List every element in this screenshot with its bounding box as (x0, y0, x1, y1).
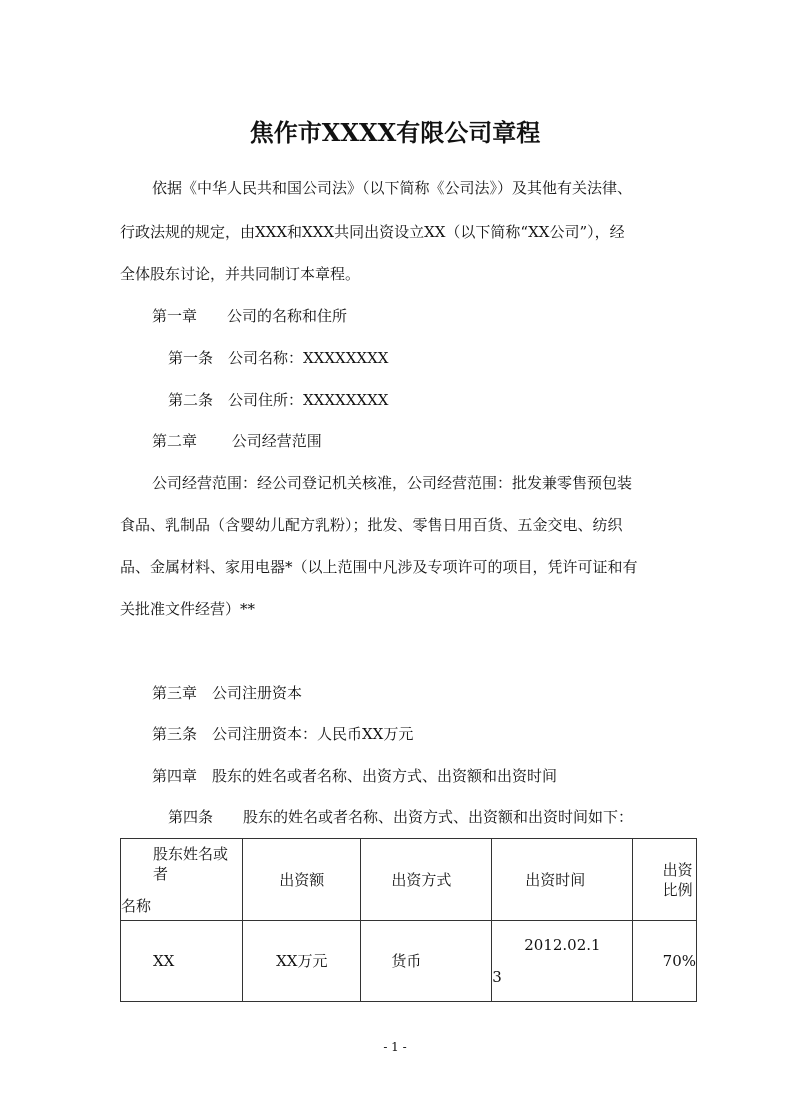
chapter-heading: 第一章 公司的名称和住所 (152, 307, 348, 325)
header-cell: 出资额 (243, 839, 361, 921)
table-header-row (121, 839, 697, 921)
chapter-heading: 第三章 公司注册资本 (152, 684, 303, 702)
table-cell: XX (121, 921, 243, 1002)
table-cell: 2012.02.1 (524, 936, 601, 954)
article-line: 第三条 公司注册资本：人民币XX万元 (152, 725, 414, 743)
article-line: 第一条 公司名称：XXXXXXXX (168, 349, 389, 367)
document-title: 焦作市XXXX有限公司章程 (249, 118, 541, 147)
paragraph-line: 行政法规的规定，由XXX和XXX共同出资设立XX（以下简称“XX公司”），经 (120, 223, 625, 241)
shareholder-table (120, 838, 697, 1002)
page-number: - 1 - (383, 1040, 407, 1054)
header-cell: 出资比例 (632, 839, 696, 921)
header-cell: 股东姓名或者 (153, 844, 229, 883)
chapter-heading: 第二章 公司经营范围 (152, 432, 322, 450)
paragraph-line: 公司经营范围：经公司登记机关核准，公司经营范围：批发兼零售预包装 (152, 474, 633, 492)
header-cell: 出资方式 (361, 839, 492, 921)
paragraph-line: 依据《中华人民共和国公司法》（以下简称《公司法》）及其他有关法律、 (152, 179, 633, 197)
table-cell: 货币 (361, 921, 492, 1002)
table-cell: 3 (492, 968, 502, 986)
table-cell: XX万元 (243, 921, 361, 1002)
header-cell: 名称 (121, 896, 152, 915)
table-cell: 70% (632, 921, 696, 1002)
header-cell: 出资时间 (492, 839, 632, 921)
paragraph-line: 品、金属材料、家用电器*（以上范围中凡涉及专项许可的项目，凭许可证和有 (120, 558, 638, 576)
paragraph-line: 食品、乳制品（含婴幼儿配方乳粉）；批发、零售日用百货、五金交电、纺织 (120, 516, 623, 534)
article-line: 第四条 股东的姓名或者名称、出资方式、出资额和出资时间如下： (168, 808, 634, 826)
chapter-heading: 第四章 股东的姓名或者名称、出资方式、出资额和出资时间 (152, 767, 558, 785)
article-line: 第二条 公司住所：XXXXXXXX (168, 391, 389, 409)
table-row (121, 921, 697, 1002)
paragraph-line: 全体股东讨论，并共同制订本章程。 (120, 265, 361, 283)
paragraph-line: 关批准文件经营）** (120, 600, 256, 618)
